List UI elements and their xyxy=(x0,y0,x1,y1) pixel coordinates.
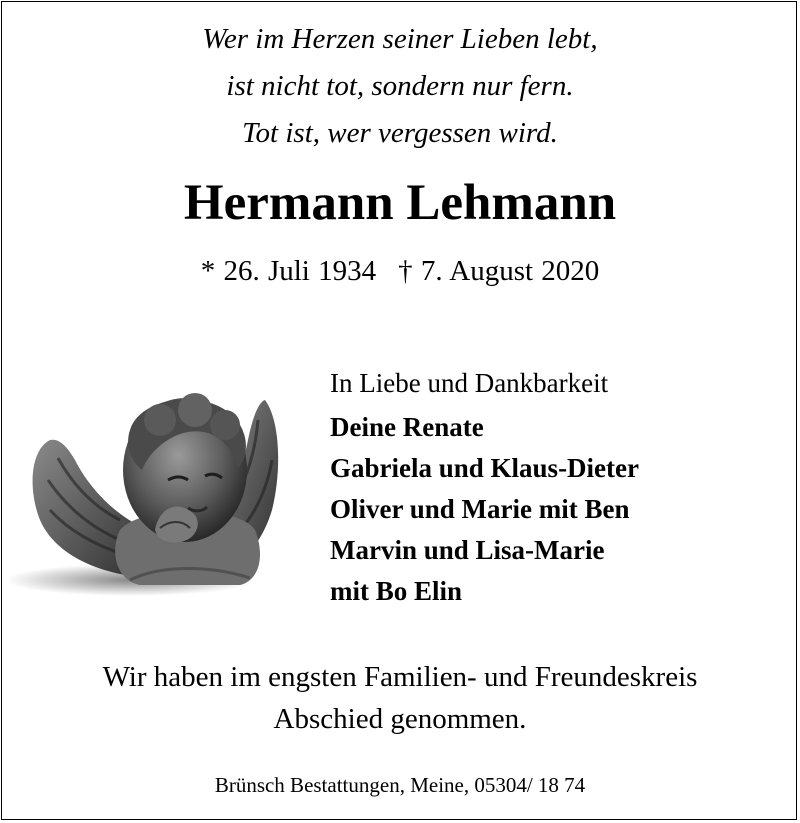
death-date: † 7. August 2020 xyxy=(398,255,600,287)
mourner-name: mit Bo Elin xyxy=(330,576,463,606)
mourners-block xyxy=(330,363,780,612)
angel-figure-icon xyxy=(10,380,296,600)
farewell-note xyxy=(0,656,800,740)
thanks-intro: In Liebe und Dankbarkeit xyxy=(330,368,609,398)
mourner-name: Oliver und Marie mit Ben xyxy=(330,494,630,524)
birth-date: * 26. Juli 1934 xyxy=(200,255,377,287)
memorial-poem xyxy=(0,16,800,157)
deceased-name: Hermann Lehmann xyxy=(183,175,617,231)
farewell-line: Wir haben im engsten Familien- und Freundeskreis xyxy=(102,661,698,693)
poem-line: Wer im Herzen seiner Lieben lebt, xyxy=(202,23,598,55)
poem-line: Tot ist, wer vergessen wird. xyxy=(242,117,558,149)
life-dates xyxy=(0,252,800,290)
mourner-name: Gabriela und Klaus-Dieter xyxy=(330,453,639,483)
funeral-home-footer: Brünsch Bestattungen, Meine, 05304/ 18 74 xyxy=(214,773,586,797)
mourner-name: Marvin und Lisa-Marie xyxy=(330,535,605,565)
mourner-name: Deine Renate xyxy=(330,412,484,442)
poem-line: ist nicht tot, sondern nur fern. xyxy=(226,70,574,102)
farewell-line: Abschied genommen. xyxy=(273,703,527,735)
